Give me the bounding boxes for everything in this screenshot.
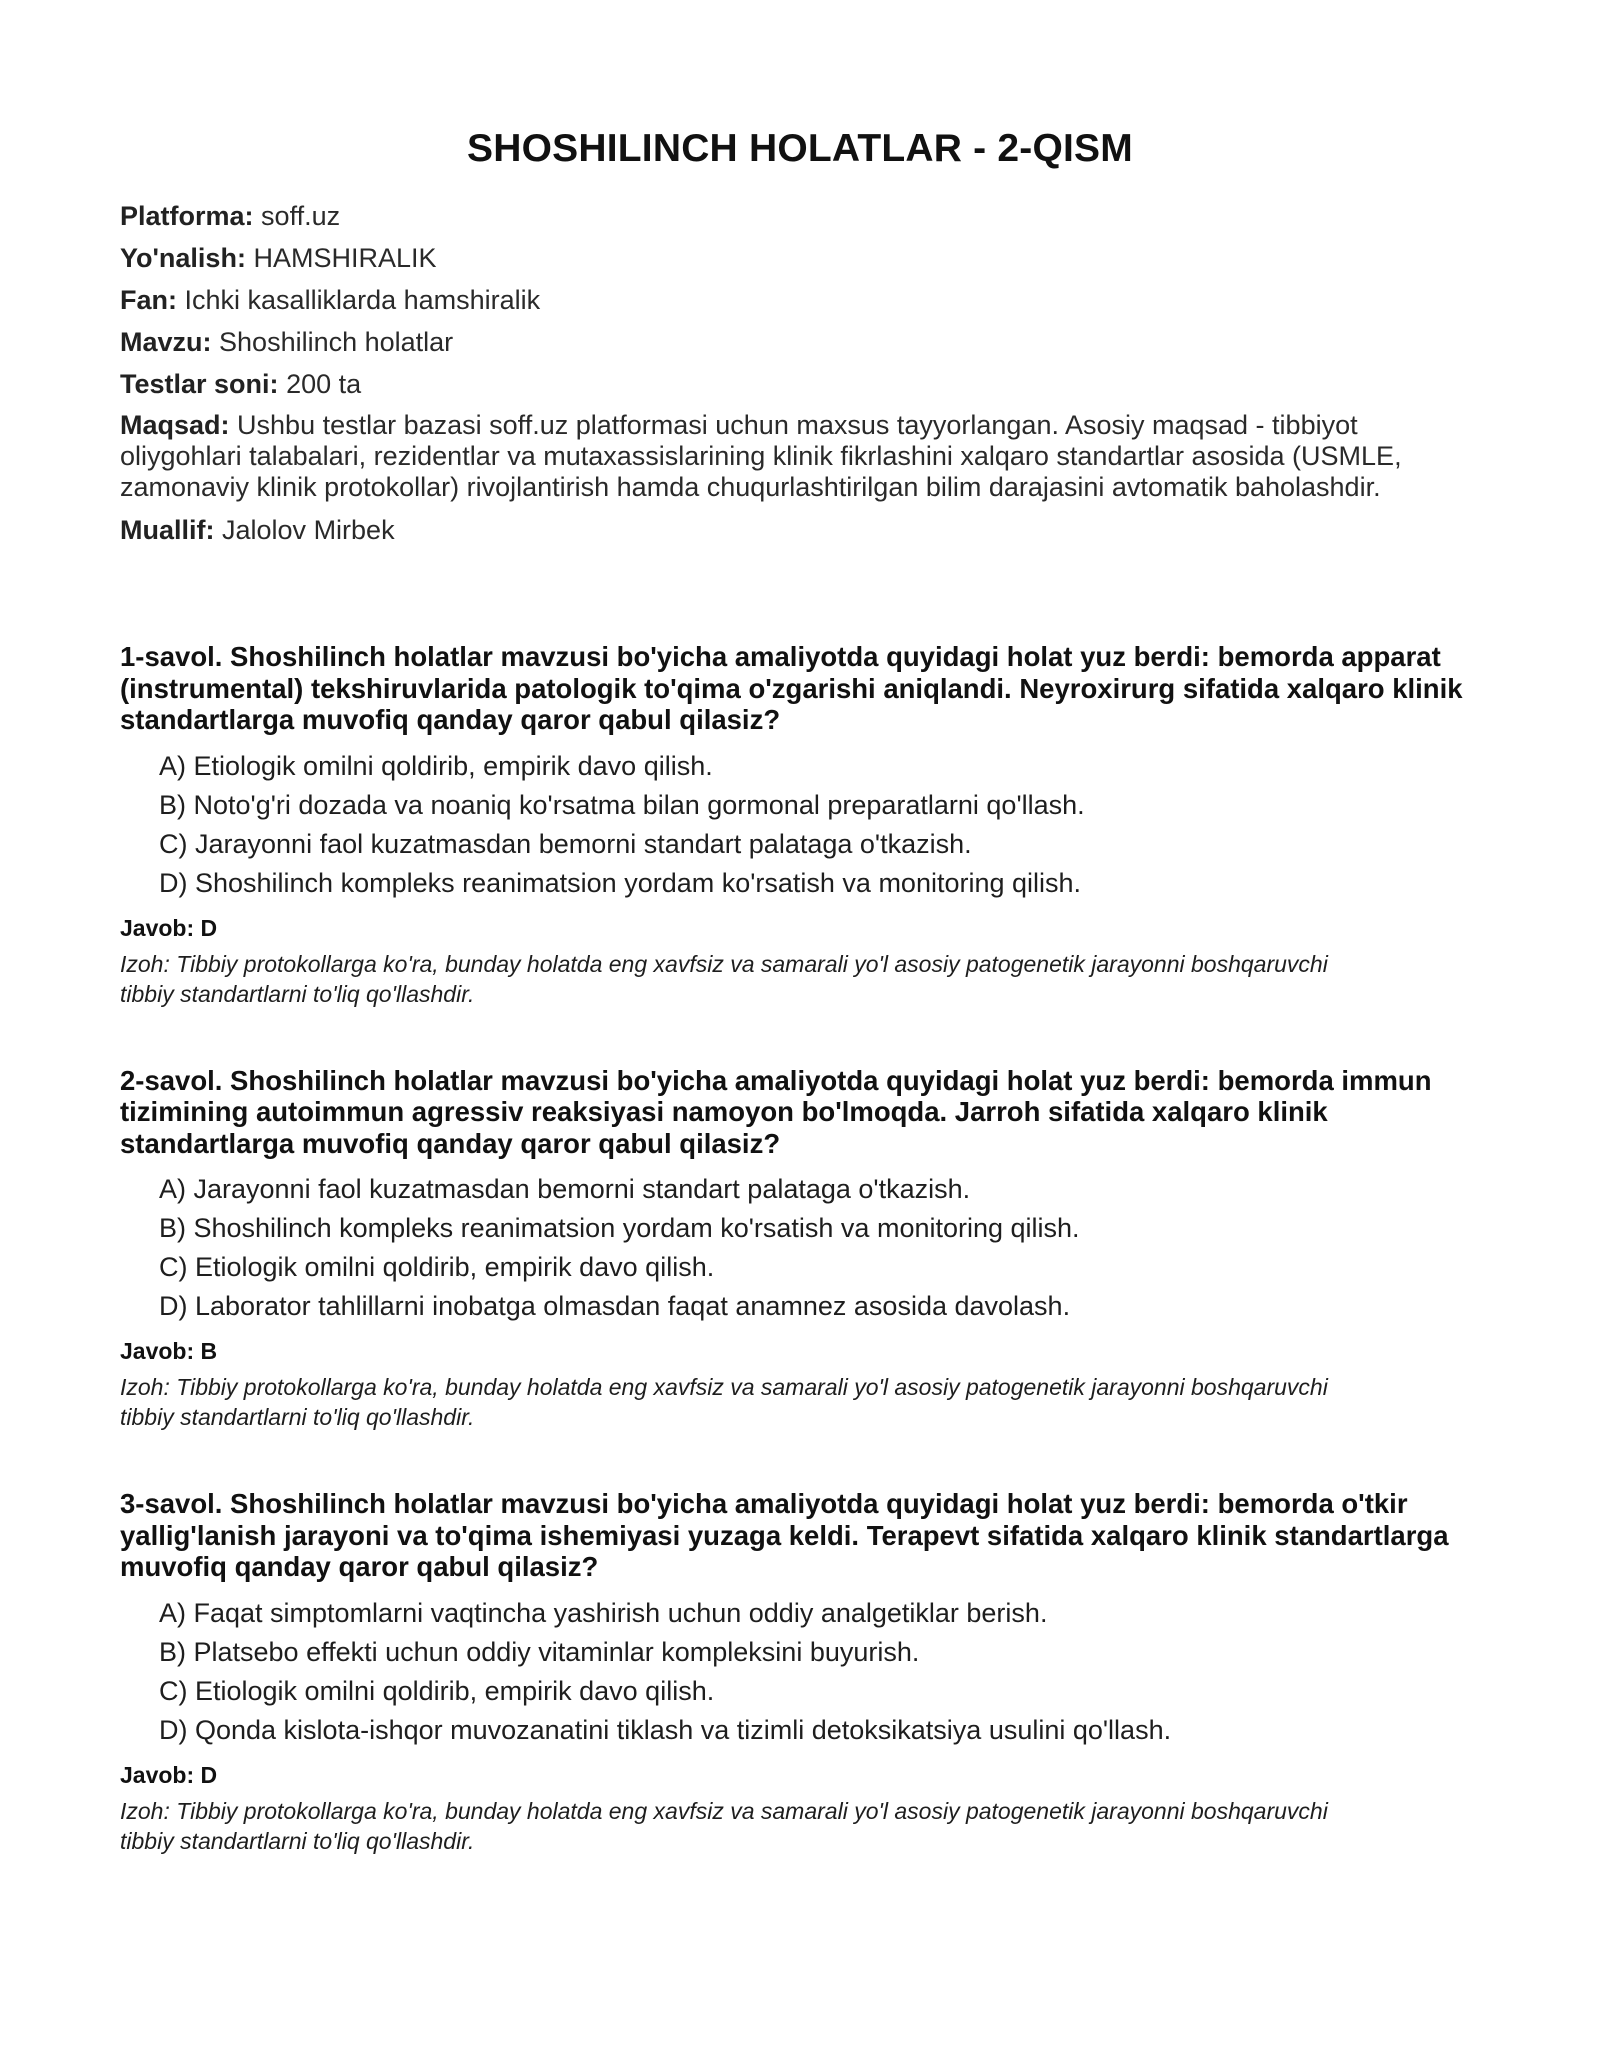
option-a: A) Faqat simptomlarni vaqtincha yashirish uchun oddiy analgetiklar berish. <box>159 1597 1048 1628</box>
options-list <box>120 747 1480 903</box>
meta-yonalish <box>120 242 1480 274</box>
meta-muallif <box>120 514 1480 546</box>
meta-fan <box>120 284 1480 316</box>
meta-maqsad <box>120 410 1480 503</box>
answer-label: Javob: D <box>120 1761 218 1788</box>
meta-label: Mavzu: <box>120 327 212 357</box>
option-b: B) Noto'g'ri dozada va noaniq ko'rsatma bilan gormonal preparatlarni qo'llash. <box>159 789 1085 820</box>
explanation-note: Izoh: Tibbiy protokollarga ko'ra, bunday holatda eng xavfsiz va samarali yo'l asosiy patogenetik jarayonni boshqaruvchi tibbiy standartlarni to'liq qo'llashdir. <box>120 1797 1328 1854</box>
option-c: C) Etiologik omilni qoldirib, empirik davo qilish. <box>159 1252 715 1282</box>
option-a: A) Jarayonni faol kuzatmasdan bemorni standart palataga o'tkazish. <box>159 1174 971 1204</box>
option-d: D) Laborator tahlillarni inobatga olmasdan faqat anamnez asosida davolash. <box>159 1291 1071 1321</box>
option-b: B) Platsebo effekti uchun oddiy vitaminlar kompleksini buyurish. <box>159 1636 920 1667</box>
questions-list <box>120 641 1480 1856</box>
meta-platforma <box>120 200 1480 232</box>
question-text: 3-savol. Shoshilinch holatlar mavzusi bo'yicha amaliyotda quyidagi holat yuz berdi: bemorda o'tkir yallig'lanish jarayoni va to'qima ishemiyasi yuzaga keldi. Terapevt sifatida xalqaro klinik standartlarga muvofiq qanday qaror qabul qilasiz? <box>120 1488 1449 1582</box>
meta-label: Muallif: <box>120 515 215 545</box>
question-2 <box>120 1065 1480 1433</box>
meta-label: Testlar soni: <box>120 369 279 399</box>
question-text: 1-savol. Shoshilinch holatlar mavzusi bo'yicha amaliyotda quyidagi holat yuz berdi: bemorda apparat (instrumental) tekshiruvlarida patologik to'qima o'zgarishi aniqlandi. Neyroxirurg sifatida xalqaro klinik standartlarga muvofiq qanday qaror qabul qilasiz? <box>120 641 1463 735</box>
meta-label: Yo'nalish: <box>120 243 246 273</box>
question-1 <box>120 641 1480 1009</box>
explanation-note: Izoh: Tibbiy protokollarga ko'ra, bunday holatda eng xavfsiz va samarali yo'l asosiy patogenetik jarayonni boshqaruvchi tibbiy standartlarni to'liq qo'llashdir. <box>120 1374 1328 1430</box>
option-c: C) Jarayonni faol kuzatmasdan bemorni standart palataga o'tkazish. <box>159 828 972 859</box>
metadata-block <box>120 200 1480 546</box>
meta-value: 200 ta <box>286 369 362 399</box>
option-d: D) Qonda kislota-ishqor muvozanatini tiklash va tizimli detoksikatsiya usulini qo'llash. <box>159 1714 1172 1745</box>
page-title: SHOSHILINCH HOLATLAR - 2-QISM <box>467 127 1133 170</box>
answer-label: Javob: B <box>120 1338 218 1364</box>
option-b: B) Shoshilinch kompleks reanimatsion yordam ko'rsatish va monitoring qilish. <box>159 1213 1080 1243</box>
options-list <box>120 1170 1480 1326</box>
meta-label: Fan: <box>120 285 177 315</box>
option-d: D) Shoshilinch kompleks reanimatsion yordam ko'rsatish va monitoring qilish. <box>159 867 1082 898</box>
meta-testlar-soni <box>120 368 1480 400</box>
option-a: A) Etiologik omilni qoldirib, empirik davo qilish. <box>159 750 713 781</box>
meta-value: Ichki kasalliklarda hamshiralik <box>184 285 541 315</box>
meta-value: HAMSHIRALIK <box>253 243 437 273</box>
question-3 <box>120 1488 1480 1856</box>
option-c: C) Etiologik omilni qoldirib, empirik davo qilish. <box>159 1675 715 1706</box>
meta-mavzu <box>120 326 1480 358</box>
meta-value: soff.uz <box>261 201 341 231</box>
document-page <box>120 0 1480 1912</box>
meta-label: Maqsad: <box>120 410 230 440</box>
explanation-note: Izoh: Tibbiy protokollarga ko'ra, bunday holatda eng xavfsiz va samarali yo'l asosiy patogenetik jarayonni boshqaruvchi tibbiy standartlarni to'liq qo'llashdir. <box>120 950 1328 1007</box>
meta-value: Shoshilinch holatlar <box>219 327 454 357</box>
meta-value: Ushbu testlar bazasi soff.uz platformasi uchun maxsus tayyorlangan. Asosiy maqsad - tibbiyot oliygohlari talabalari, rezidentlar va mutaxassislarining klinik fikrlashini xalqaro standartlar asosida (USMLE, zamonaviy klinik protokollar) rivojlantirish hamda chuqurlashtirilgan bilim darajasini avtomatik baholashdir. <box>120 410 1402 502</box>
answer-label: Javob: D <box>120 914 218 941</box>
options-list <box>120 1594 1480 1750</box>
meta-label: Platforma: <box>120 201 254 231</box>
meta-value: Jalolov Mirbek <box>222 515 395 545</box>
question-text: 2-savol. Shoshilinch holatlar mavzusi bo'yicha amaliyotda quyidagi holat yuz berdi: bemorda immun tizimining autoimmun agressiv reaksiyasi namoyon bo'lmoqda. Jarroh sifatida xalqaro klinik standartlarga muvofiq qanday qaror qabul qilasiz? <box>120 1064 1432 1159</box>
